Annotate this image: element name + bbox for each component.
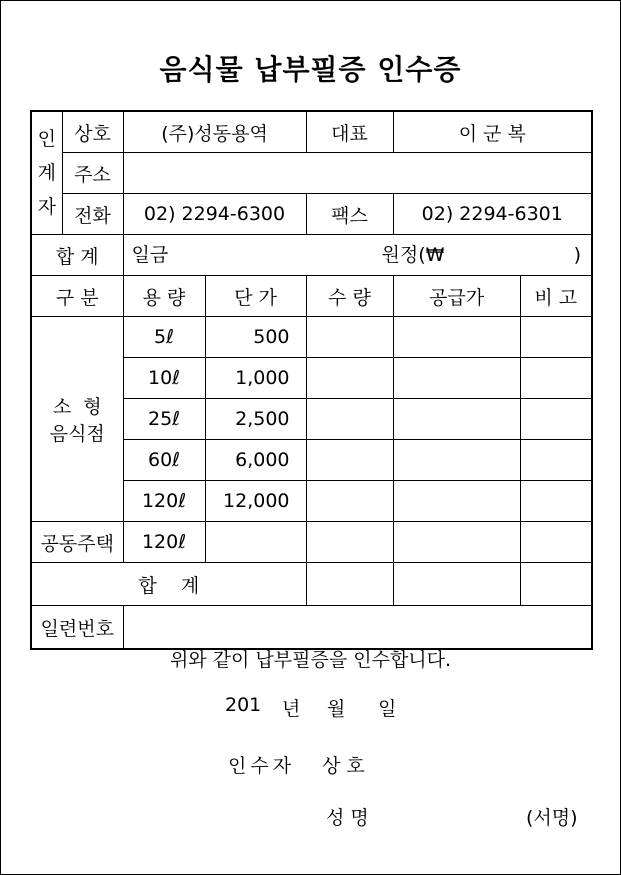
fax-value[interactable]: 02) 2294-6301 — [393, 194, 592, 235]
small-restaurant-label-line2: 음식점 — [49, 423, 105, 445]
supply-price-cell[interactable] — [393, 399, 520, 440]
header-supply-price: 공급가 — [393, 276, 520, 317]
remarks-cell[interactable] — [520, 522, 592, 563]
address-value[interactable] — [123, 153, 592, 194]
serial-value[interactable] — [123, 606, 592, 650]
company-value[interactable]: (주)성동용역 — [123, 111, 306, 153]
capacity-cell: 120ℓ — [123, 481, 205, 522]
quantity-cell[interactable] — [306, 358, 393, 399]
small-restaurant-label-line1: 소 형 — [52, 396, 102, 418]
sum-remarks-cell[interactable] — [520, 563, 592, 606]
supply-price-cell[interactable] — [393, 317, 520, 358]
header-unit-price: 단 가 — [205, 276, 306, 317]
housing-label: 공동주택 — [31, 522, 123, 563]
receipt-statement: 위와 같이 납부필증을 인수합니다. — [169, 649, 452, 671]
recipient-label-char: 인 — [37, 128, 56, 150]
company-label: 상호 — [62, 111, 123, 153]
recipient-label-char: 계 — [37, 162, 56, 184]
phone-value[interactable]: 02) 2294-6300 — [123, 194, 306, 235]
unit-price-cell: 6,000 — [205, 440, 306, 481]
supply-price-cell[interactable] — [393, 522, 520, 563]
quantity-cell[interactable] — [306, 399, 393, 440]
receipt-form-table — [30, 110, 593, 650]
date-year-unit: 년 — [282, 698, 301, 720]
serial-label: 일련번호 — [31, 606, 123, 650]
quantity-cell[interactable] — [306, 317, 393, 358]
header-capacity: 용 량 — [123, 276, 205, 317]
header-remarks: 비 고 — [520, 276, 592, 317]
header-quantity: 수 량 — [306, 276, 393, 317]
supply-price-cell[interactable] — [393, 440, 520, 481]
signer-label: 인수자 — [228, 755, 296, 777]
page-title: 음식물 납부필증 인수증 — [159, 53, 462, 86]
address-label: 주소 — [62, 153, 123, 194]
remarks-cell[interactable] — [520, 399, 592, 440]
small-restaurant-label — [31, 317, 123, 522]
unit-price-cell: 500 — [205, 317, 306, 358]
header-category: 구 분 — [31, 276, 123, 317]
recipient-label-char: 자 — [37, 196, 56, 218]
total-label: 합 계 — [31, 235, 123, 276]
capacity-cell: 10ℓ — [123, 358, 205, 399]
date-month-unit: 월 — [327, 698, 346, 720]
sum-quantity-cell[interactable] — [306, 563, 393, 606]
date-year[interactable]: 201 — [225, 694, 262, 716]
remarks-cell[interactable] — [520, 358, 592, 399]
total-close: ) — [573, 244, 582, 266]
signature-mark[interactable]: (서명) — [526, 807, 578, 829]
signer-company-label: 상 호 — [322, 755, 365, 777]
sum-label: 합 계 — [31, 563, 306, 606]
rep-value[interactable]: 이 군 복 — [393, 111, 592, 153]
supply-price-cell[interactable] — [393, 481, 520, 522]
unit-price-cell: 2,500 — [205, 399, 306, 440]
capacity-cell: 120ℓ — [123, 522, 205, 563]
unit-price-cell[interactable] — [205, 522, 306, 563]
date-day-unit: 일 — [378, 698, 397, 720]
quantity-cell[interactable] — [306, 522, 393, 563]
unit-price-cell: 12,000 — [205, 481, 306, 522]
unit-price-cell: 1,000 — [205, 358, 306, 399]
capacity-cell: 60ℓ — [123, 440, 205, 481]
supply-price-cell[interactable] — [393, 358, 520, 399]
quantity-cell[interactable] — [306, 440, 393, 481]
signer-name-label: 성 명 — [326, 807, 369, 829]
total-amount-field[interactable] — [123, 235, 592, 276]
total-suffix: 원정(₩ — [381, 244, 445, 266]
capacity-cell: 25ℓ — [123, 399, 205, 440]
phone-label: 전화 — [62, 194, 123, 235]
recipient-group-label — [31, 111, 62, 235]
rep-label: 대표 — [306, 111, 393, 153]
quantity-cell[interactable] — [306, 481, 393, 522]
remarks-cell[interactable] — [520, 317, 592, 358]
sum-supply-price-cell[interactable] — [393, 563, 520, 606]
total-prefix: 일금 — [131, 244, 169, 266]
remarks-cell[interactable] — [520, 440, 592, 481]
capacity-cell: 5ℓ — [123, 317, 205, 358]
fax-label: 팩스 — [306, 194, 393, 235]
remarks-cell[interactable] — [520, 481, 592, 522]
